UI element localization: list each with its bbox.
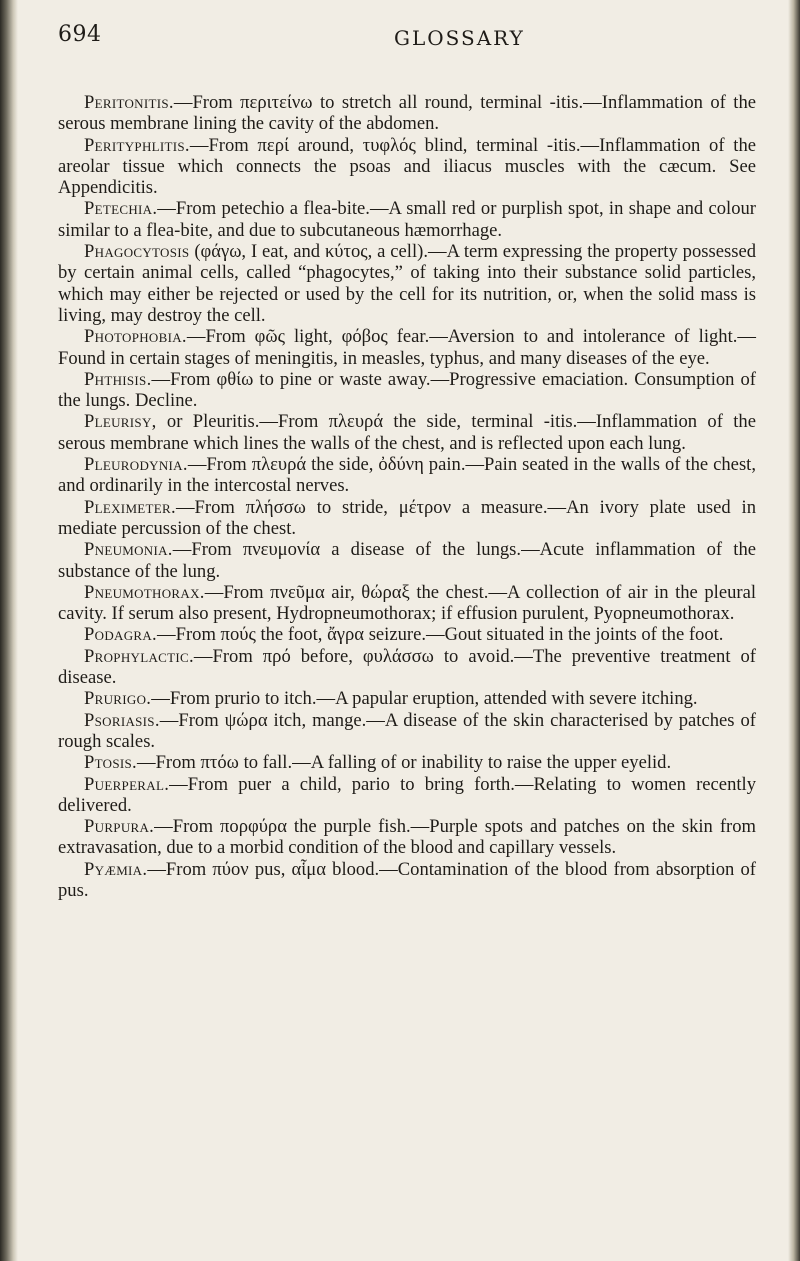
entry-definition: —From prurio to itch.—A papular eruption, attended with severe itching. [151, 688, 698, 710]
glossary-entry [58, 198, 756, 241]
entry-definition: —From puer a child, pario to bring forth.—Relating to women recently delivered. [58, 773, 756, 816]
page-header [58, 18, 758, 58]
glossary-entry [58, 752, 756, 773]
entry-definition: —From πρό before, φυλάσσω to avoid.—The preventive treatment of disease. [58, 645, 756, 689]
entry-definition: —From πορφύρα the purple fish.—Purple spots and patches on the skin from extravasation, due to a morbid condition of the blood and capillary vessels. [58, 816, 756, 859]
glossary-entry [58, 92, 756, 135]
page-number: 694 [58, 22, 102, 47]
page-edge-shadow [788, 0, 800, 1261]
entry-term: Prurigo. [84, 688, 152, 710]
glossary-entry [58, 411, 756, 454]
entry-term: Purpura. [84, 816, 155, 838]
entry-term: Pyæmia. [84, 858, 148, 880]
entry-definition: —From περιτείνω to stretch all round, terminal -itis.—Inflammation of the serous membrane lining the cavity of the abdomen. [58, 92, 756, 135]
entry-definition: —From φθίω to pine or waste away.—Progressive emaciation. Consumption of the lungs. Decline. [58, 368, 756, 412]
glossary-entry [58, 816, 756, 859]
glossary-entry [58, 369, 756, 412]
entry-term: Perityphlitis. [84, 134, 190, 156]
glossary-entry [58, 241, 756, 326]
entry-term: Phagocytosis [84, 241, 190, 263]
glossary-entry [58, 582, 756, 625]
entry-term: Pneumothorax. [84, 581, 205, 603]
glossary-entry [58, 497, 756, 540]
entry-term: Photophobia. [84, 326, 187, 348]
entry-definition: —From πύον pus, αἷμα blood.—Contamination of the blood from absorption of pus. [58, 858, 756, 901]
entry-definition: —From πτόω to fall.—A falling of or inability to raise the upper eyelid. [136, 752, 672, 774]
glossary-entry [58, 326, 756, 369]
glossary-entry [58, 859, 756, 902]
entry-term: Phthisis. [84, 368, 152, 390]
entry-term: Ptosis. [84, 752, 137, 774]
glossary-entry [58, 539, 756, 582]
entry-term: Puerperal. [84, 773, 170, 795]
entry-term: Pneumonia. [84, 539, 173, 561]
entry-definition: —From petechio a flea-bite.—A small red or purplish spot, in shape and colour similar to a flea-bite, and due to subcutaneous hæmorrhage. [58, 198, 756, 241]
entry-definition: —From περί around, τυφλός blind, terminal -itis.—Inflammation of the areolar tissue which connects the psoas and iliacus muscles with the cæcum. See Appendicitis. [58, 134, 756, 199]
entry-definition: —From ψώρα itch, mange.—A disease of the skin characterised by patches of rough scales. [58, 709, 756, 752]
entry-definition: —From πλήσσω to stride, μέτρον a measure.—An ivory plate used in mediate percussion of the chest. [58, 496, 756, 539]
glossary-entry [58, 688, 756, 709]
entry-term: Petechia. [84, 198, 158, 220]
entry-term: Prophylactic. [84, 645, 194, 667]
glossary-entry [58, 624, 756, 645]
entry-definition: or Pleuritis.—From πλευρά the side, terminal -itis.—Inflammation of the serous membrane which lines the walls of the chest, and is reflected upon each lung. [58, 411, 756, 454]
glossary-entry [58, 774, 756, 817]
entry-term: Podagra. [84, 624, 158, 646]
entry-term: Psoriasis. [84, 709, 160, 731]
entry-term: Pleximeter. [84, 496, 176, 518]
entry-definition: —From πνεῦμα air, θώραξ the chest.—A collection of air in the pleural cavity. If serum also present, Hydropneumothorax; if effusion purulent, Pyopneumothorax. [58, 581, 756, 625]
page-gutter-shadow [0, 0, 18, 1261]
entry-term: Pleurodynia. [84, 454, 188, 476]
glossary-entries [58, 92, 756, 901]
glossary-entry [58, 646, 756, 689]
running-head: GLOSSARY [394, 26, 525, 50]
glossary-entry [58, 710, 756, 753]
glossary-entry [58, 454, 756, 497]
entry-definition: —From πλευρά the side, ὀδύνη pain.—Pain seated in the walls of the chest, and ordinarily in the intercostal nerves. [58, 454, 756, 497]
entry-term: Pleurisy, [84, 411, 157, 433]
entry-definition: —From πούς the foot, ἄγρα seizure.—Gout situated in the joints of the foot. [157, 624, 724, 646]
glossary-entry [58, 135, 756, 199]
entry-definition: —From πνευμονία a disease of the lungs.—Acute inflammation of the substance of the lung. [58, 539, 756, 582]
entry-definition: (φάγω, I eat, and κύτος, a cell).—A term expressing the property possessed by certain animal cells, called “phagocytes,” of taking into their substance solid particles, which may either be rejected or used by the cell for its nutrition, or, when the solid mass is living, may destroy the cell. [58, 241, 756, 326]
entry-definition: —From φῶς light, φόβος fear.—Aversion to and intolerance of light.—Found in certain stages of meningitis, in measles, typhus, and many diseases of the eye. [58, 326, 756, 369]
entry-term: Peritonitis. [84, 92, 174, 113]
